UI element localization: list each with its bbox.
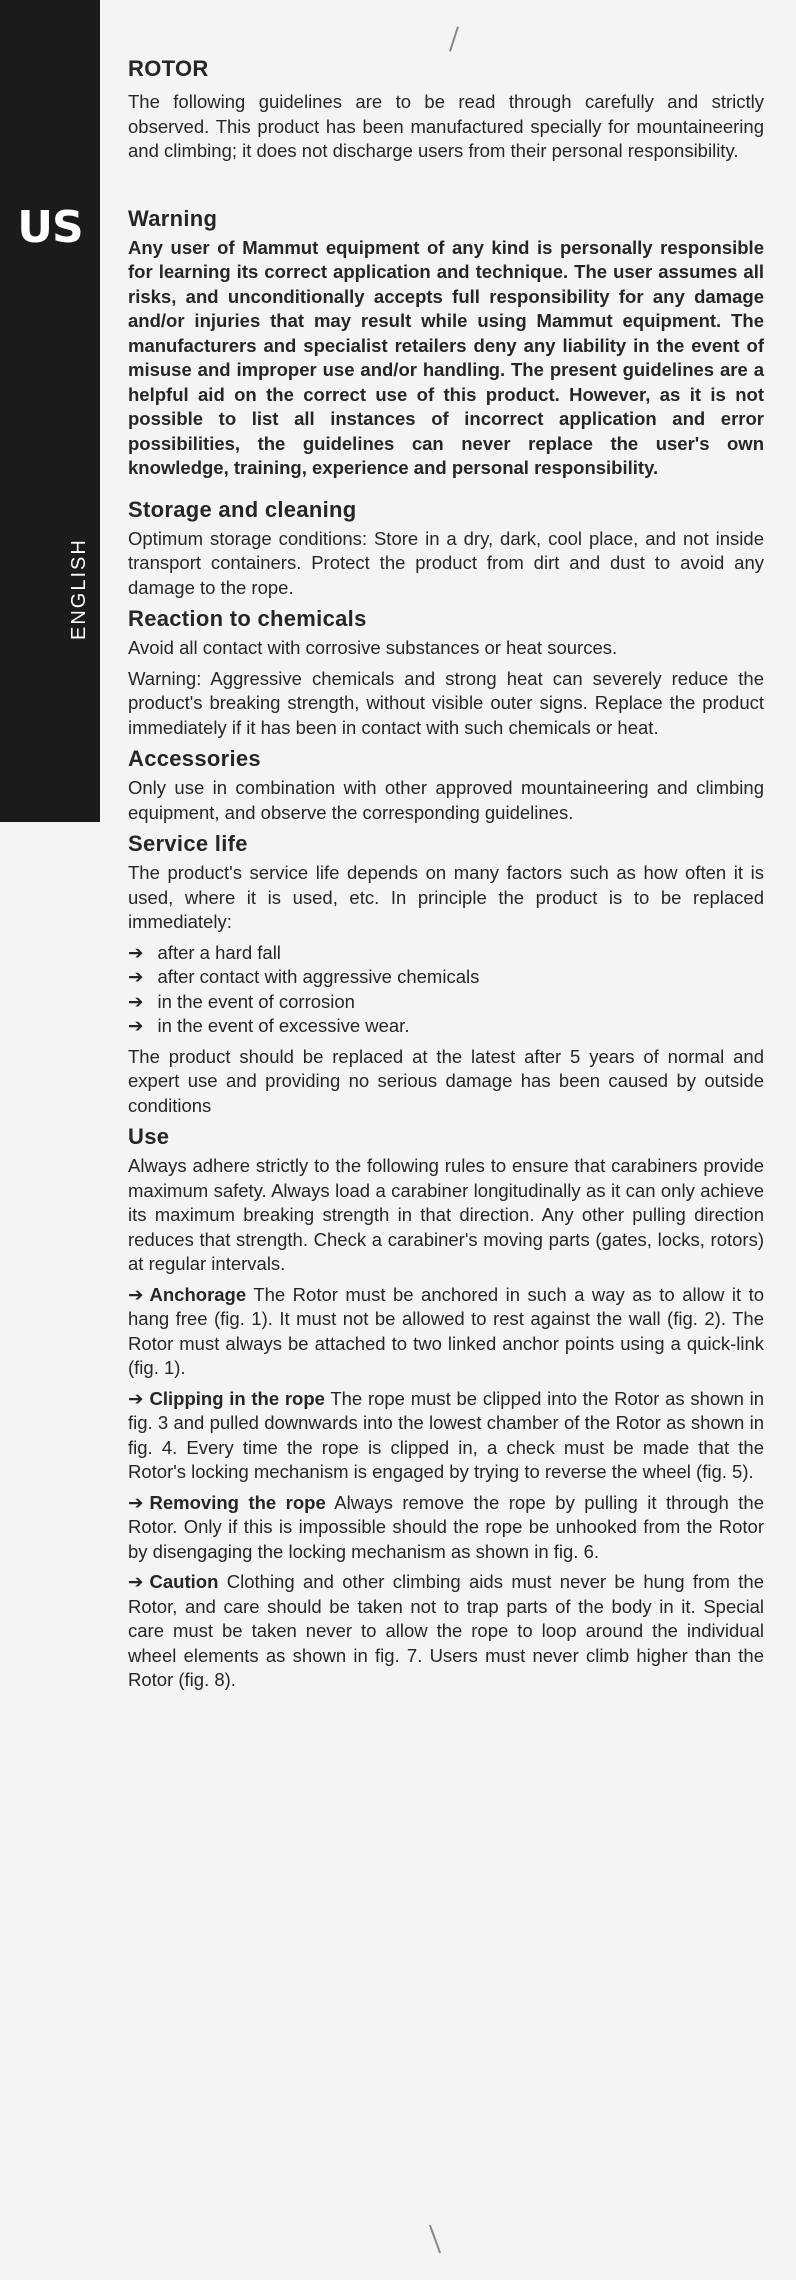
arrow-right-icon: ➔	[128, 966, 144, 987]
arrow-right-icon: ➔	[128, 1491, 144, 1513]
language-sidebar	[0, 0, 100, 822]
arrow-right-icon: ➔	[128, 941, 144, 963]
document-title: ROTOR	[128, 56, 209, 81]
service-paragraph: The product's service life depends on many factors such as how often it is used, where it is used, etc. In principle the product is to be replaced immediately:	[128, 862, 764, 932]
scan-mark-bottom	[429, 2225, 441, 2254]
clipping-paragraph: ➔ Clipping in the rope The rope must be clipped into the Rotor as shown in fig. 3 and pulled downwards into the lowest chamber of the Rotor as shown in fig. 4. Every time the rope is clipped in, a check must be made that the Rotor's locking mechanism is engaged by trying to reverse the wheel (fig. 5).	[128, 1387, 764, 1482]
service-section	[128, 831, 764, 1118]
use-heading: Use	[128, 1124, 170, 1149]
caution-label: Caution	[149, 1571, 219, 1592]
list-item: ➔ in the event of excessive wear.	[128, 1015, 410, 1036]
chemicals-paragraph-2: Warning: Aggressive chemicals and strong heat can severely reduce the product's breaking strength, without visible outer signs. Replace the product immediately if it has been in contact with such chemicals or heat.	[128, 667, 764, 738]
storage-paragraph: Optimum storage conditions: Store in a dry, dark, cool place, and not inside transport containers. Protect the product from dirt and dust to avoid any damage to the rope.	[128, 527, 764, 598]
accessories-paragraph: Only use in combination with other approved mountaineering and climbing equipment, and observe the corresponding guidelines.	[128, 777, 764, 823]
storage-heading: Storage and cleaning	[128, 496, 357, 522]
arrow-right-icon: ➔	[128, 1571, 144, 1592]
service-after-paragraph: The product should be replaced at the latest after 5 years of normal and expert use and providing no serious damage has been caused by outside conditions	[128, 1045, 764, 1116]
use-section	[128, 1124, 764, 1693]
chemicals-section	[128, 606, 764, 740]
accessories-heading: Accessories	[128, 746, 261, 771]
chemicals-heading: Reaction to chemicals	[128, 606, 367, 631]
intro-paragraph: The following guidelines are to be read through carefully and strictly observed. This product has been manufactured specially for mountaineering and climbing; it does not discharge users from their personal responsibility.	[128, 91, 764, 161]
scan-mark-top	[449, 26, 459, 51]
warning-heading: Warning	[128, 205, 218, 231]
anchorage-paragraph: ➔ Anchorage The Rotor must be anchored in such a way as to allow it to hang free (fig. 1). It must not be allowed to rest against the wall (fig. 2). The Rotor must always be attached to two linked anchor points using a quick-link (fig. 1).	[128, 1283, 764, 1378]
use-paragraph: Always adhere strictly to the following rules to ensure that carabiners provide maximum safety. Always load a carabiner longitudinally as it can only achieve its maximum breaking strength in that direction. Any other pulling direction reduces that strength. Check a carabiner's moving parts (gates, locks, rotors) at regular intervals.	[128, 1155, 764, 1274]
document-body	[128, 56, 764, 1699]
accessories-section	[128, 746, 764, 825]
warning-section	[128, 206, 764, 481]
arrow-right-icon: ➔	[128, 990, 144, 1012]
list-item: ➔ after contact with aggressive chemicals	[128, 966, 480, 987]
list-item: ➔ in the event of corrosion	[128, 990, 355, 1012]
removing-paragraph: ➔ Removing the rope Always remove the rope by pulling it through the Rotor. Only if this is impossible should the rope be unhooked from the Rotor by disengaging the locking mechanism as shown in fig. 6.	[128, 1491, 764, 1562]
caution-paragraph: ➔ Caution Clothing and other climbing aids must never be hung from the Rotor, and care should be taken not to trap parts of the body in it. Special care must be taken never to allow the rope to loop around the individual wheel elements as shown in fig. 7. Users must never climb higher than the Rotor (fig. 8).	[128, 1571, 764, 1690]
arrow-right-icon: ➔	[128, 1015, 144, 1036]
service-replacement-list	[128, 941, 764, 1039]
arrow-right-icon: ➔	[128, 1387, 144, 1409]
storage-section	[128, 497, 764, 601]
service-heading: Service life	[128, 831, 248, 856]
clipping-label: Clipping in the rope	[149, 1387, 325, 1409]
arrow-right-icon: ➔	[128, 1283, 144, 1305]
country-code: US	[17, 202, 83, 253]
anchorage-label: Anchorage	[149, 1283, 247, 1305]
language-label: ENGLISH	[68, 538, 90, 640]
removing-label: Removing the rope	[149, 1491, 326, 1513]
chemicals-paragraph-1: Avoid all contact with corrosive substances or heat sources.	[128, 637, 618, 658]
list-item: ➔ after a hard fall	[128, 941, 281, 963]
warning-paragraph: Any user of Mammut equipment of any kind is personally responsible for learning its correct application and technique. The user assumes all risks, and unconditionally accepts full responsibility for any damage and/or injuries that may result while using Mammut equipment. The manufacturers and specialist retailers deny any liability in the event of misuse and improper use and/or handling. The present guidelines are a helpful aid on the correct use of this product. However, as it is not possible to list all instances of incorrect application and error possibilities, the guidelines can never replace the user's own knowledge, training, experience and personal responsibility.	[128, 236, 764, 478]
